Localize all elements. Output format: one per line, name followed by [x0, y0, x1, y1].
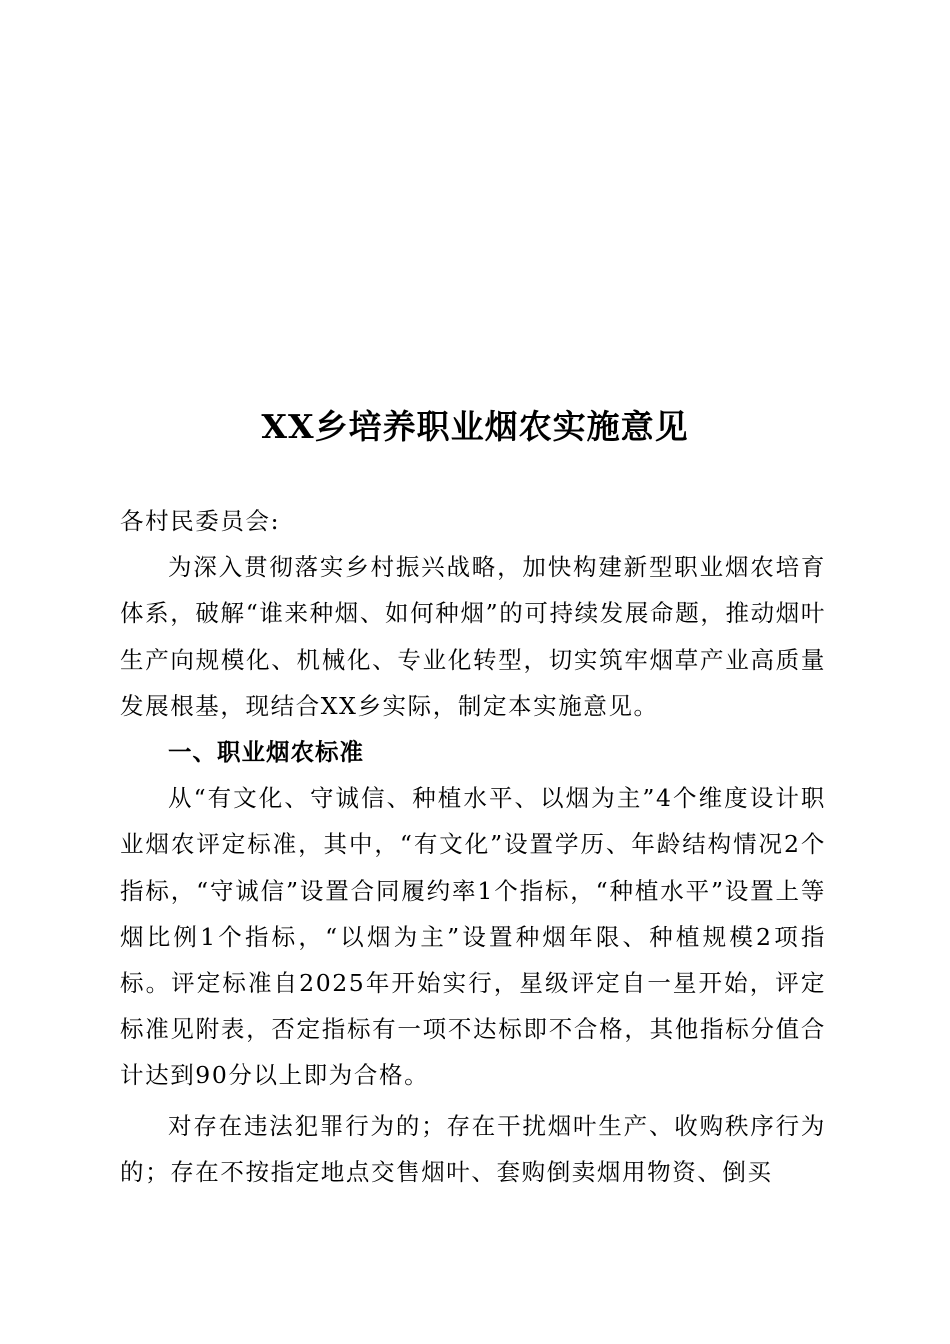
standards-paragraph: 从“有文化、守诚信、种植水平、以烟为主”4个维度设计职业烟农评定标准，其中，“有文化”设置学历、年龄结构情况2个指标，“守诚信”设置合同履约率1个指标，“种植水平”设置上等烟比例1个指标，“以烟为主”设置种烟年限、种植规模2项指标。评定标准自2025年开始实行，星级评定自一星开始，评定标准见附表，否定指标有一项不达标即不合格，其他指标分值合计达到90分以上即为合格。 [120, 784, 826, 1090]
salutation: 各村民委员会: [120, 507, 281, 535]
document-body [120, 498, 826, 1195]
intro-paragraph: 为深入贯彻落实乡村振兴战略，加快构建新型职业烟农培育体系，破解“谁来种烟、如何种烟”的可持续发展命题，推动烟叶生产向规模化、机械化、专业化转型，切实筑牢烟草产业高质量发展根基，现结合XX乡实际，制定本实施意见。 [120, 553, 826, 720]
document-title: XX乡培养职业烟农实施意见 [261, 407, 689, 446]
section-heading: 一、职业烟农标准 [168, 738, 364, 767]
disqualification-paragraph: 对存在违法犯罪行为的；存在干扰烟叶生产、收购秩序行为的；存在不按指定地点交售烟叶、套购倒卖烟用物资、倒买 [120, 1111, 826, 1186]
